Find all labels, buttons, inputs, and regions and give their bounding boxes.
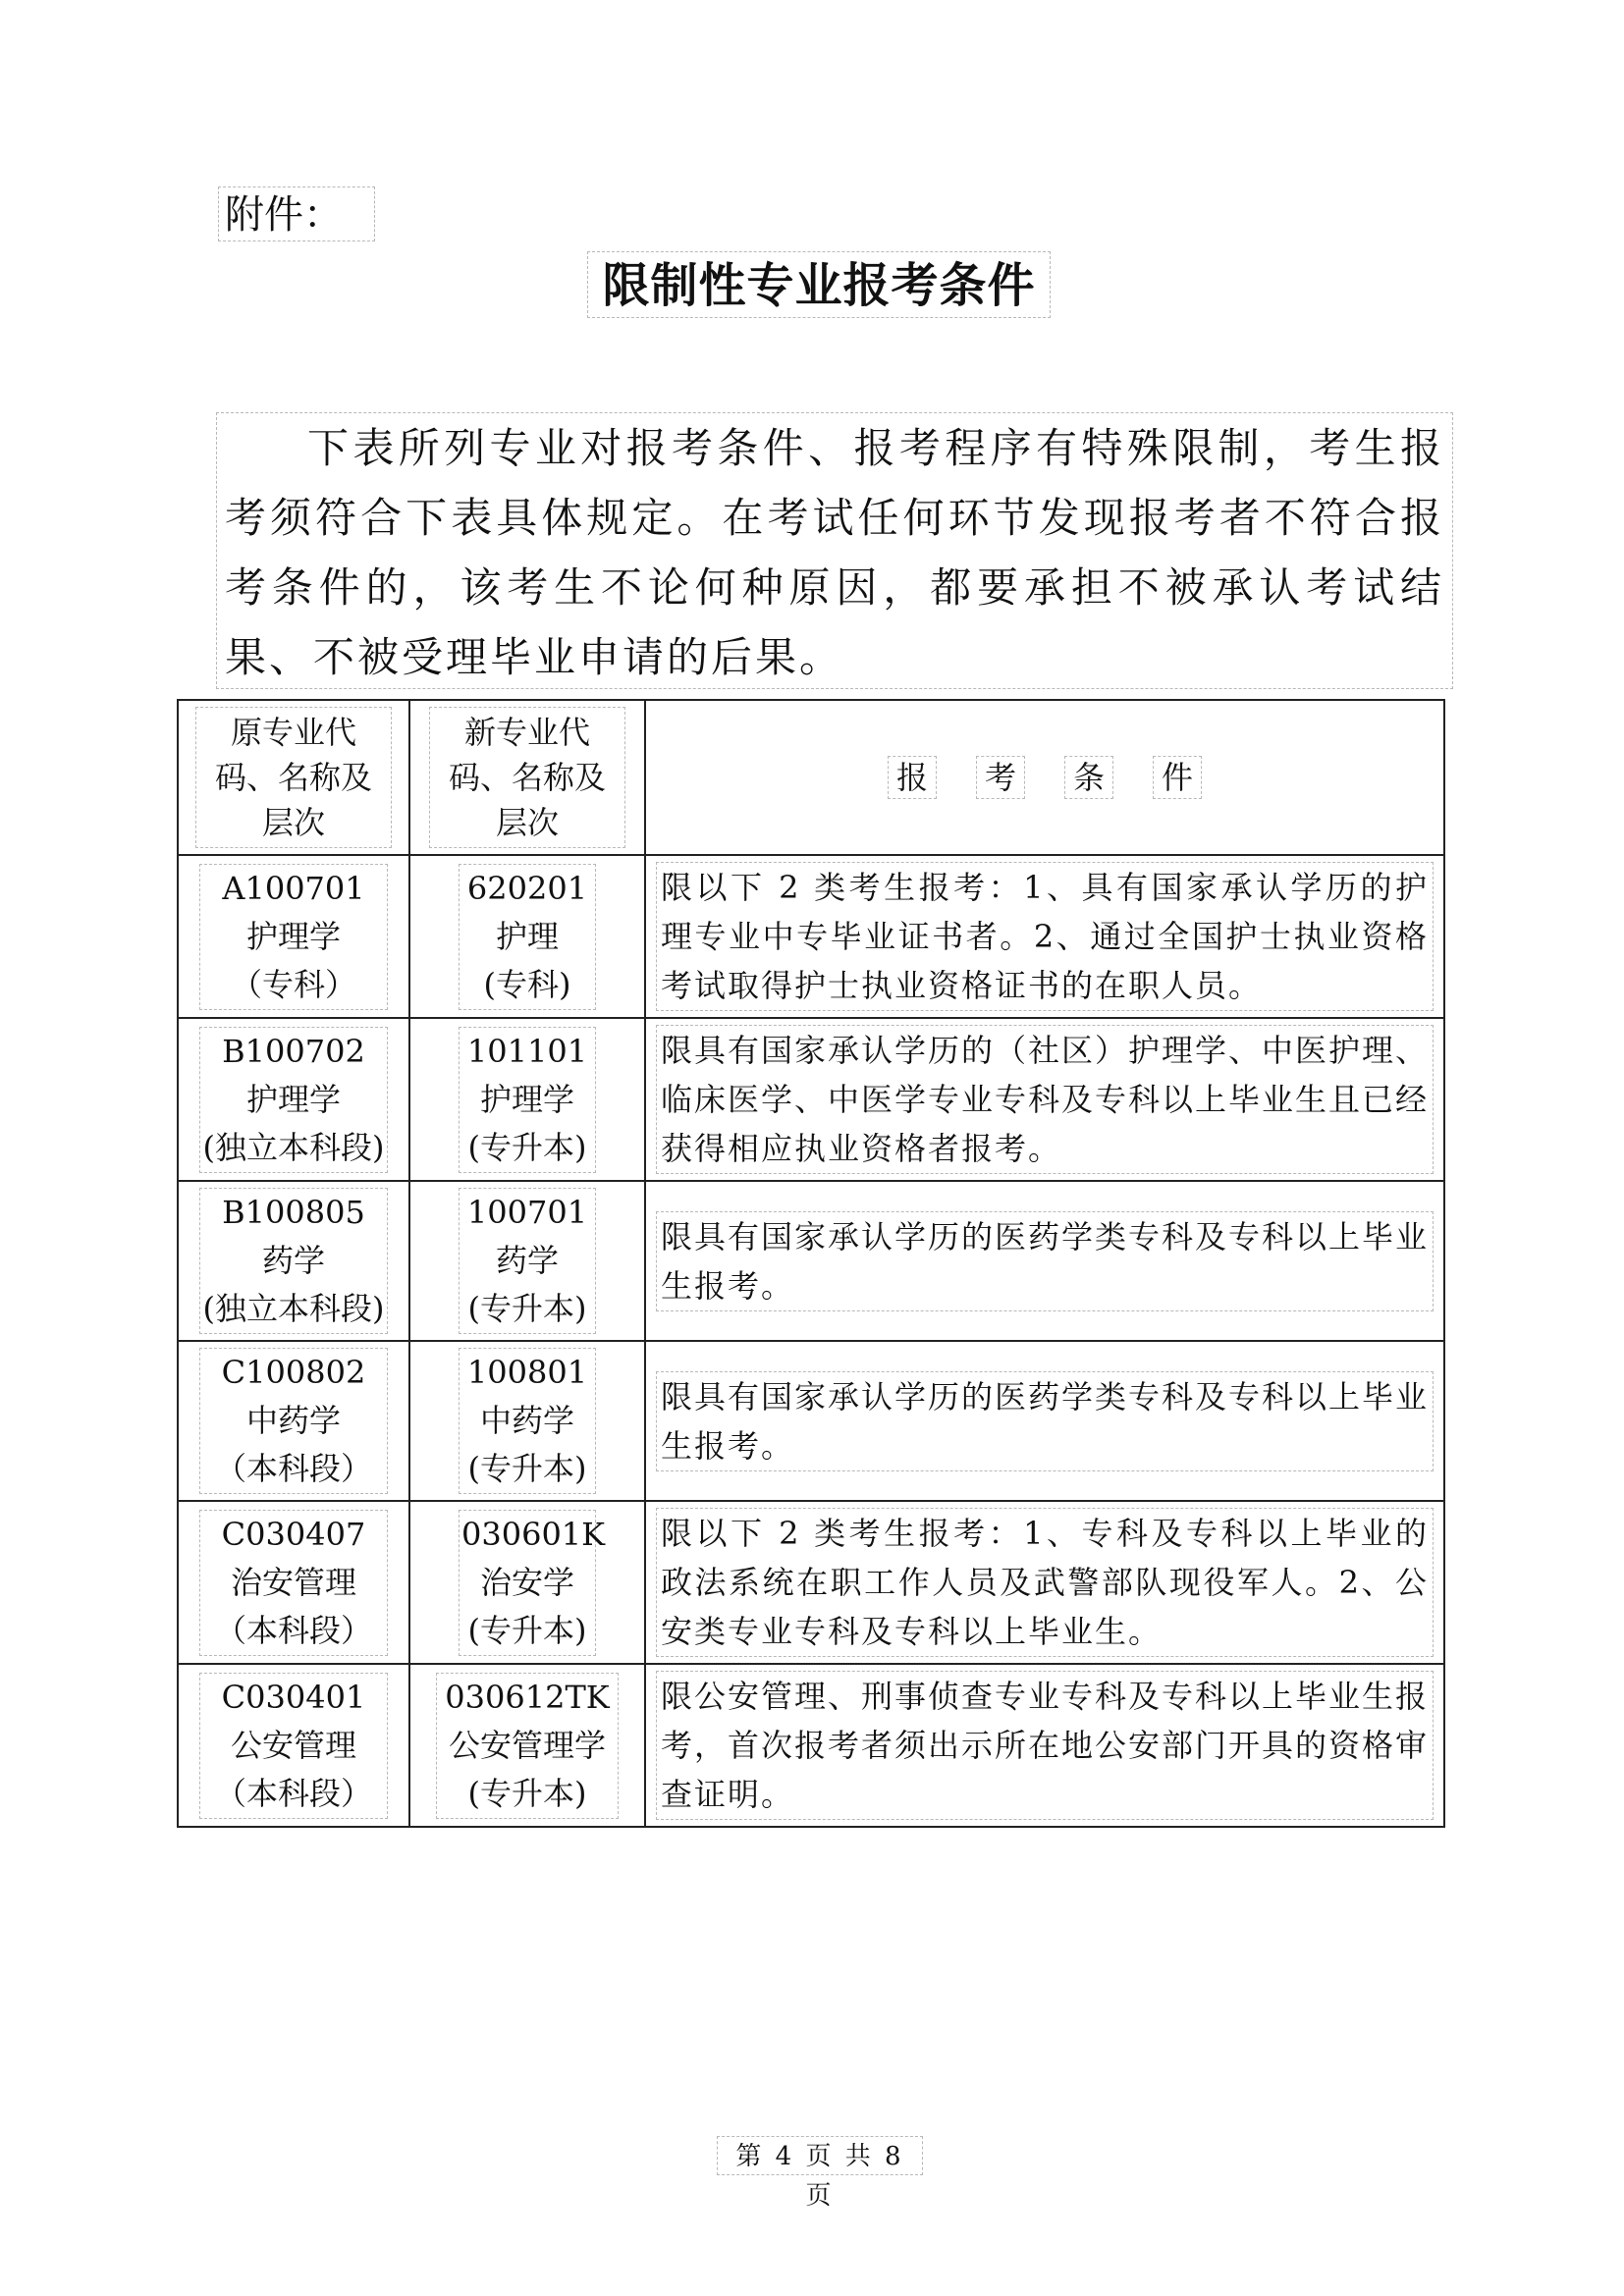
new-name: 护理 [495,917,559,955]
original-major-cell [178,1501,409,1664]
header-new-label: 新专业代码、名称及层次 [429,707,625,848]
page-title: 限制性专业报考条件 [587,251,1051,318]
header-original [178,700,409,855]
original-major-cell [178,855,409,1018]
new-level: (专升本) [467,1290,587,1327]
condition-text: 限具有国家承认学历的（社区）护理学、中医护理、临床医学、中医学专业专科及专科以上毕业生且已经获得相应执业资格者报考。 [656,1025,1434,1174]
original-code: B100805 [222,1194,365,1231]
table-row [178,1181,1444,1341]
condition-cell [645,1501,1444,1664]
original-code: A100701 [222,869,365,907]
table-header-row [178,700,1444,855]
new-major-cell [409,855,645,1018]
table-row [178,855,1444,1018]
header-conditions-char: 考 [976,756,1025,799]
original-code: B100702 [222,1032,365,1070]
condition-text: 限具有国家承认学历的医药学类专科及专科以上毕业生报考。 [656,1211,1434,1311]
condition-text: 限以下 2 类考生报考：1、专科及专科以上毕业的政法系统在职工作人员及武警部队现役军人。2、公安类专业专科及专科以上毕业生。 [656,1508,1434,1657]
condition-text: 限以下 2 类考生报考：1、具有国家承认学历的护理专业中专毕业证书者。2、通过全国护士执业资格考试取得护士执业资格证书的在职人员。 [656,862,1434,1011]
original-level: （专科） [230,965,356,1003]
header-original-label: 原专业代码、名称及层次 [195,707,392,848]
new-level: (专升本) [467,1774,587,1812]
table-row [178,1341,1444,1501]
new-code: 100701 [466,1194,588,1231]
new-major-cell [409,1018,645,1181]
condition-text: 限公安管理、刑事侦查专业专科及专科以上毕业生报考，首次报考者须出示所在地公安部门开具的资格审查证明。 [656,1671,1434,1820]
new-code: 620201 [466,869,588,907]
condition-cell [645,1181,1444,1341]
original-name: 药学 [261,1242,325,1279]
new-name: 治安学 [479,1563,574,1601]
condition-cell [645,1664,1444,1827]
original-code: C030407 [221,1515,366,1553]
new-level: (专升本) [467,1128,587,1166]
new-name: 药学 [495,1242,559,1279]
table-row [178,1664,1444,1827]
original-name: 治安管理 [230,1563,356,1601]
condition-cell [645,1018,1444,1181]
new-major-cell [409,1341,645,1501]
page-number: 第 4 页 共 8 页 [717,2136,923,2175]
new-name: 中药学 [479,1402,574,1439]
new-name: 公安管理学 [448,1726,606,1764]
new-code: 030612TK [445,1678,610,1716]
condition-text: 限具有国家承认学历的医药学类专科及专科以上毕业生报考。 [656,1371,1434,1471]
original-major-cell [178,1664,409,1827]
condition-cell [645,855,1444,1018]
original-level: （本科段） [214,1611,372,1649]
new-code: 100801 [466,1354,588,1391]
new-level: (专升本) [467,1450,587,1487]
original-name: 护理学 [245,1080,341,1118]
new-code: 101101 [466,1032,588,1070]
new-level: (专科) [483,965,571,1003]
original-major-cell [178,1181,409,1341]
original-code: C030401 [221,1678,366,1716]
header-new [409,700,645,855]
header-conditions-char: 条 [1064,756,1113,799]
original-major-cell [178,1341,409,1501]
original-code: C100802 [221,1354,366,1391]
new-major-cell [409,1181,645,1341]
new-major-cell [409,1501,645,1664]
original-name: 中药学 [245,1402,341,1439]
original-name: 护理学 [245,917,341,955]
header-conditions-char: 件 [1153,756,1202,799]
intro-paragraph: 下表所列专业对报考条件、报考程序有特殊限制，考生报考须符合下表具体规定。在考试任何环节发现报考者不符合报考条件的，该考生不论何种原因，都要承担不被承认考试结果、不被受理毕业申请的后果。 [216,412,1453,689]
new-major-cell [409,1664,645,1827]
table-row [178,1018,1444,1181]
conditions-table [177,699,1445,1828]
original-level: (独立本科段) [202,1290,385,1327]
original-level: (独立本科段) [202,1128,385,1166]
new-level: (专升本) [467,1611,587,1649]
original-level: （本科段） [214,1450,372,1487]
table-row [178,1501,1444,1664]
condition-cell [645,1341,1444,1501]
original-name: 公安管理 [230,1726,356,1764]
header-conditions-char: 报 [888,756,937,799]
new-code: 030601K [461,1515,606,1553]
attachment-label: 附件： [218,187,375,241]
original-major-cell [178,1018,409,1181]
header-conditions [645,700,1444,855]
new-name: 护理学 [479,1080,574,1118]
original-level: （本科段） [214,1774,372,1812]
